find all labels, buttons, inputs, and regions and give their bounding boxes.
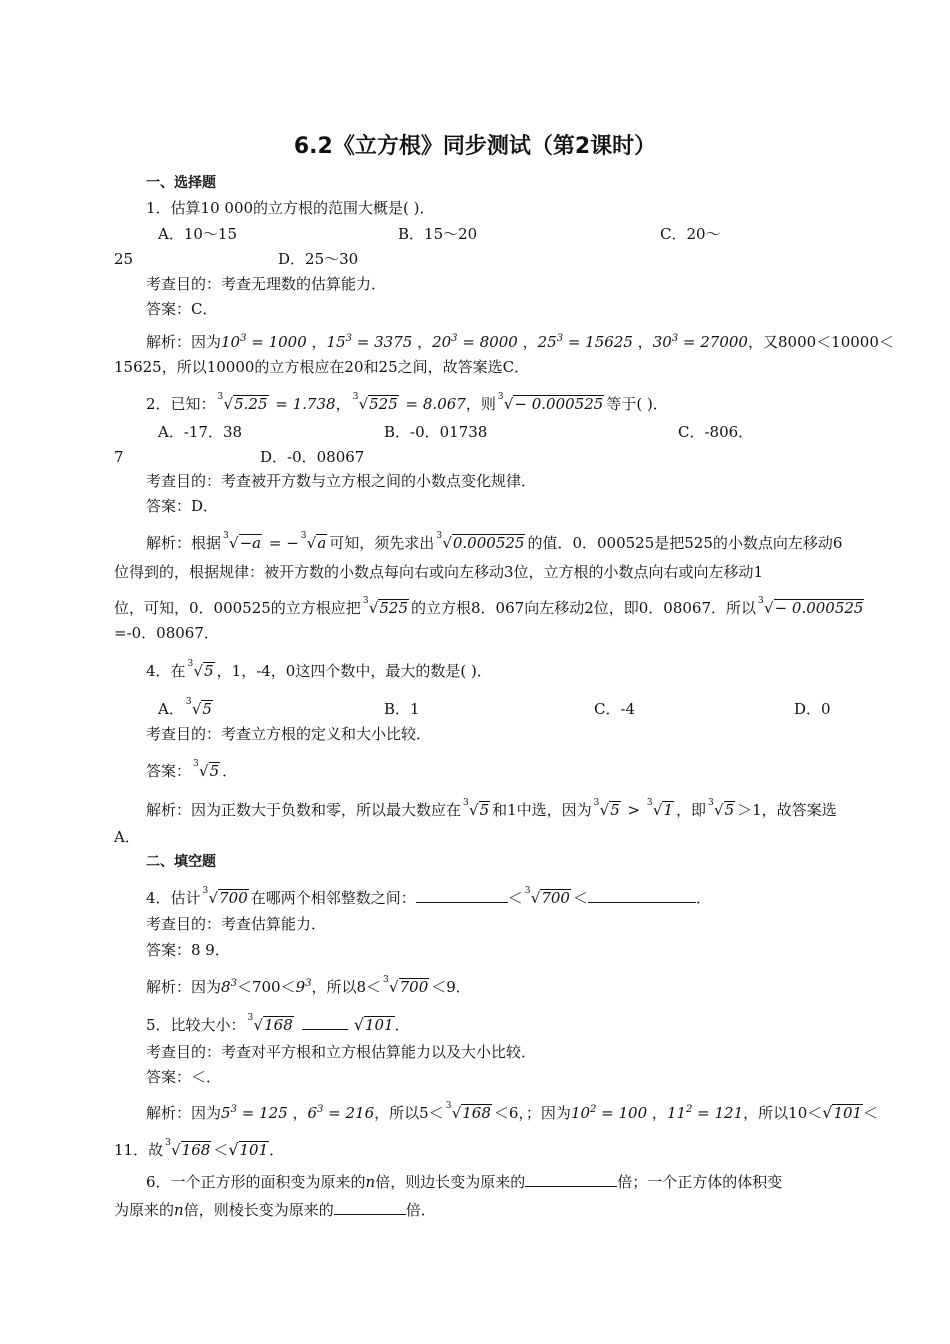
q2-stem: 2．已知： 3 √5.25 = 1.738， 3 √525 = 8.067，则 3 √− 0.000525 等于( )．: [146, 392, 668, 413]
answer-blank[interactable]: [416, 888, 508, 903]
answer-blank[interactable]: [525, 1172, 617, 1187]
q2-purpose: 考查目的：考查被开方数与立方根之间的小数点变化规律．: [146, 472, 537, 490]
q2-option-b: B．-0．01738: [384, 423, 488, 441]
q1-option-c-cont: 25: [114, 250, 134, 268]
f4-explanation: 解析：因为$8^3<700<9^3$，所以8＜ 3 √700 ＜9．: [146, 975, 471, 996]
q4-explanation-line2: A．: [114, 828, 140, 846]
q1-option-b: B．15～20: [398, 225, 478, 243]
answer-blank[interactable]: [302, 1015, 348, 1030]
q1-answer: 答案：C．: [146, 300, 218, 318]
q4-option-c: C．-4: [594, 700, 636, 718]
q2-option-c-cont: 7: [114, 448, 124, 466]
f5-explanation-line2: 11．故 3 √168 ＜√101．: [114, 1138, 285, 1159]
q2-option-c: C．-806．: [678, 423, 754, 441]
q4-option-a: A． 3 √5: [158, 697, 212, 718]
page-title: 6.2《立方根》同步测试（第2课时）: [293, 134, 657, 159]
q1-option-a: A．10～15: [158, 225, 238, 243]
q1-option-d: D．25～30: [278, 250, 359, 268]
q2-explanation-line4: =-0．08067．: [114, 624, 219, 642]
q2-explanation-line1: 解析：根据 3 √−a = − 3 √a 可知，须先求出 3 √0.000525 的值．0．000525是把525的小数点向左移动6: [146, 531, 843, 552]
f5-answer: 答案：＜．: [146, 1068, 222, 1086]
section-heading-fill: 二、填空题: [146, 854, 216, 870]
q1-explanation-line2: 15625，所以10000的立方根应在20和25之间，故答案选C．: [114, 358, 530, 376]
f5-purpose: 考查目的：考查对平方根和立方根估算能力以及大小比较．: [146, 1043, 537, 1061]
section-heading-choice: 一、选择题: [146, 175, 216, 191]
answer-blank[interactable]: [588, 888, 696, 903]
f5-explanation-line1: 解析：因为$5^3 = 125$ ，$6^3 = 216$，所以5＜ 3 √168 ＜6，；因为$10^2 = 100$ ，$11^2 = 121$，所以10＜√101＜: [146, 1101, 879, 1122]
q1-option-c: C．20～: [660, 225, 721, 243]
q1-stem: 1．估算10 000的立方根的范围大概是( )．: [146, 199, 435, 217]
q1-purpose: 考查目的：考查无理数的估算能力．: [146, 275, 387, 293]
q4-option-d: D．0: [794, 700, 831, 718]
q2-option-d: D．-0．08067: [260, 448, 365, 466]
f4-stem: 4．估计 3 √700 在哪两个相邻整数之间： ＜ 3 √700 ＜ ．: [146, 886, 712, 907]
q1-explanation-line1: 解析：因为$10^3 = 1000$ ，$15^3 = 3375$ ，$20^3 = 8000$ ，$25^3 = 15625$ ，$30^3 = 27000$，又8000＜10000＜: [146, 333, 894, 351]
q4-explanation-line1: 解析：因为正数大于负数和零，所以最大数应在 3 √5 和1中选，因为 3 √5 > 3 √1 ，即 3 √5 ＞1，故答案选: [146, 798, 837, 819]
q2-explanation-line3: 位，可知，0．000525的立方根应把 3 √525 的立方根8．067向左移动2位，即0．08067．所以 3 √− 0.000525: [114, 596, 864, 617]
f6-line2: 为原来的n倍，则棱长变为原来的 倍．: [114, 1201, 436, 1219]
q2-explanation-line2: 位得到的，根据规律：被开方数的小数点每向右或向左移动3位，立方根的小数点向右或向左移动1: [114, 563, 764, 581]
q4-stem: 4．在 3 √5 ，1，-4，0这四个数中，最大的数是( )．: [146, 659, 492, 680]
f5-stem: 5．比较大小： 3 √168 √101．: [146, 1013, 410, 1034]
answer-blank[interactable]: [334, 1200, 406, 1215]
q4-purpose: 考查目的：考查立方根的定义和大小比较．: [146, 725, 432, 743]
f6-line1: 6．一个正方形的面积变为原来的n倍，则边长变为原来的 倍；一个正方体的体积变: [146, 1173, 783, 1191]
q2-option-a: A．-17．38: [158, 423, 243, 441]
q4-answer: 答案： 3 √5 ．: [146, 759, 238, 780]
f4-answer: 答案：8 9．: [146, 941, 230, 959]
q4-option-b: B．1: [384, 700, 420, 718]
q2-answer: 答案：D．: [146, 497, 219, 515]
f4-purpose: 考查目的：考查估算能力．: [146, 915, 327, 933]
